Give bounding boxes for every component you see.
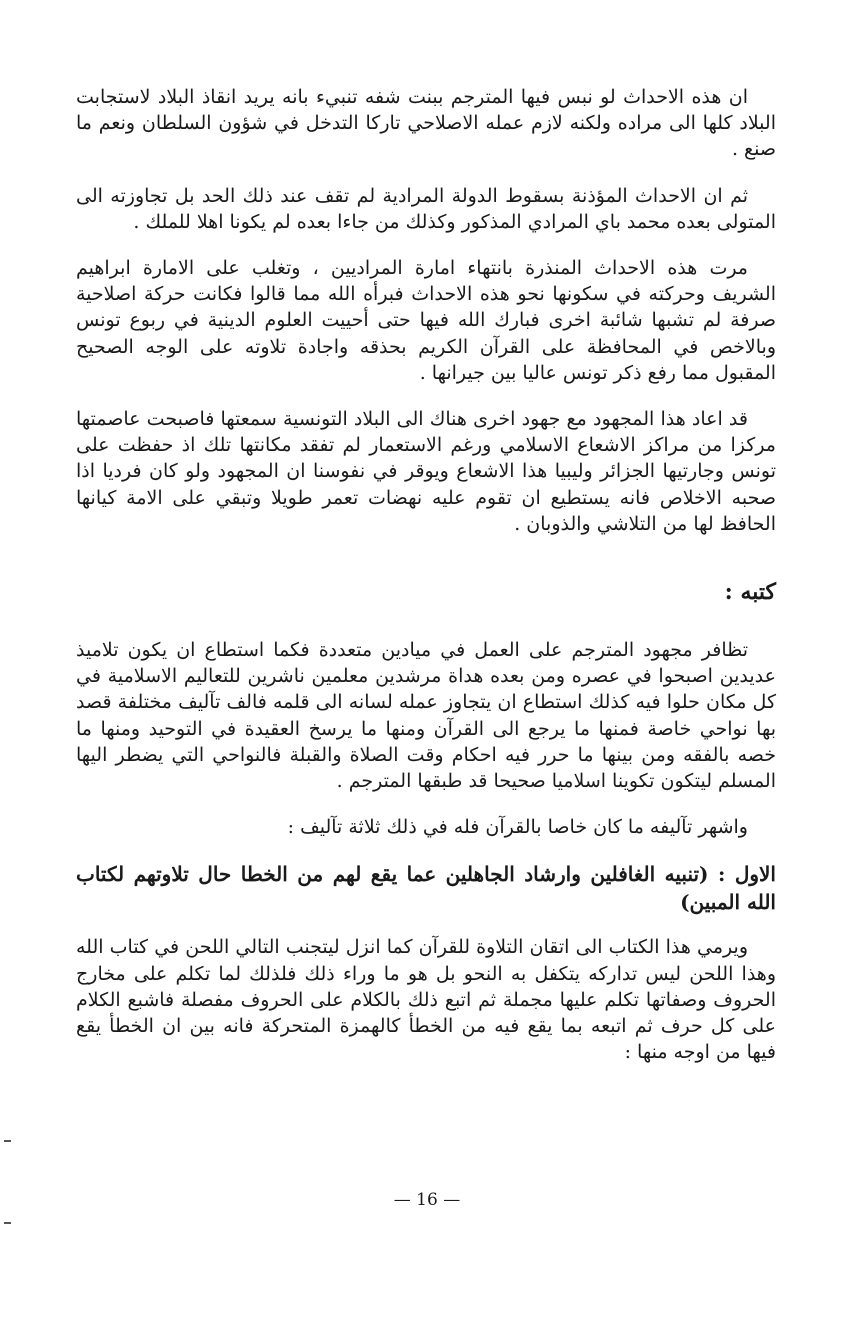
paragraph-3: مرت هذه الاحداث المنذرة بانتهاء امارة المراديين ، وتغلب على الامارة ابراهيم الشريف وحركته في سكونها نحو هذه الاحداث فبرأه الله مما قالوا فكانت حركة اصلاحية صرفة لم تشبها شائبة اخرى فبارك الله فيها حتى أحييت العلوم الدينية في ربوع تونس وبالاخص في المحافظة على القرآن الكريم بحذقه واجادة تلاوته على الوجه الصحيح المقبول مما رفع ذكر تونس عاليا بين جيرانها .	[76, 257, 776, 384]
paragraph-1: ان هذه الاحداث لو نبس فيها المترجم ببنت شفه تنبيء بانه يريد انقاذ البلاد لاستجابت البلاد كلها الى مراده ولكنه لازم عمله الاصلاحي تاركا التدخل في شؤون السلطان ونعم ما صنع .	[76, 86, 776, 161]
paragraph-first-book: ويرمي هذا الكتاب الى اتقان التلاوة للقرآن كما انزل ليتجنب التالي اللحن في كتاب الله وهذا اللحن ليس تداركه يتكفل به النحو بل هو ما وراء ذلك فلذلك لما تكلم على مخارج الحروف وصفاتها تكلم عليها مجملة ثم اتبع ذلك بالكلام على الحروف مفصلة فاشبع الكلام على كل حرف ثم اتبعه بما يقع فيه من الخطأ كالهمزة المتحركة فانه بين ان الخطأ يقع فيها من اوجه منها :	[76, 936, 776, 1064]
paragraph-2: ثم ان الاحداث المؤذنة بسقوط الدولة المرادية لم تقف عند ذلك الحد بل تجاوزته الى المتولى بعده محمد باي المرادي المذكور وكذلك من جاءا بعده لم يكونا اهلا للملك .	[76, 184, 776, 233]
paragraph-books-intro: تظافر مجهود المترجم على العمل في ميادين متعددة فكما استطاع ان يكون تلاميذ عديدين اصبحوا في عصره ومن بعده هداة مرشدين معلمين ناشرين للتعاليم الاسلامية في كل مكان حلوا فيه كذلك استطاع ان يتجاوز عمله لسانه الى قلمه فالف تآليف مختلفة قصد بها نواحي خاصة فمنها ما يرجع الى القرآن ومنها ما يرسخ العقيدة في التوحيد ومنها ما خصه بالفقه ومن بينها ما حرر فيه احكام وقت الصلاة والقبلة فالنواحي التي يضطر اليها المسلم ليتكون تكوينا اسلاميا صحيحا قد طبقها المترجم .	[76, 639, 776, 793]
paragraph-4: قد اعاد هذا المجهود مع جهود اخرى هناك الى البلاد التونسية سمعتها فاصبحت عاصمتها مركزا من مراكز الاشعاع الاسلامي ورغم الاستعمار لم تفقد مكانتها تلك اذ حفظت على تونس وجارتيها الجزائر وليبيا هذا الاشعاع ويوقر في نفوسنا ان المجهود ولو كان فرديا اذا صحبه الاخلاص فانه يستطيع ان تقوم عليه نهضات تعمر طويلا وتبقي على الامة كيانها الحافظ لها من التلاشي والذوبان .	[76, 408, 776, 535]
paragraph-books-list-intro: واشهر تآليفه ما كان خاصا بالقرآن فله في ذلك ثلاثة تآليف :	[287, 816, 748, 839]
page-number: — 16 —	[393, 1190, 461, 1210]
scan-edge-mark	[4, 1222, 11, 1224]
first-book-title: الاول : (تنبيه الغافلين وارشاد الجاهلين عما يقع لهم من الخطا حال تلاوتهم لكتاب الله المبين)	[76, 862, 776, 915]
scan-edge-mark	[4, 1140, 11, 1142]
section-heading-books: كتبه :	[724, 579, 776, 606]
page-body	[76, 84, 776, 1085]
